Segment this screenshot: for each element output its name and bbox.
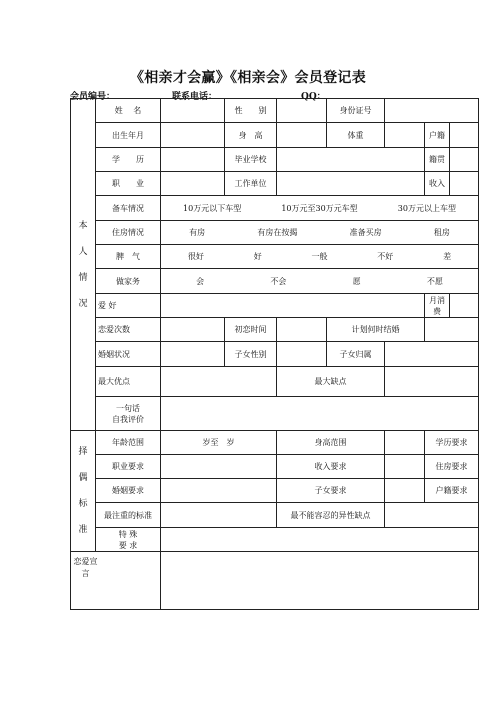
job-req-label: 职业要求 [96,455,161,479]
member-no-label: 会员编号： [70,92,116,102]
valued-cell[interactable] [161,503,277,528]
income-label: 收入 [425,172,450,196]
temper-option[interactable]: 好 [253,252,262,261]
height-range-label: 身高范围 [277,431,385,455]
chores-option[interactable]: 不会 [270,276,287,286]
housing-label: 住房情况 [96,221,161,245]
declaration-label: 恋爱宣言 [71,552,161,610]
chores-option[interactable]: 不愿 [426,276,443,286]
housing-option[interactable]: 有房 [189,228,206,237]
height-cell[interactable] [277,123,327,148]
education-req-label: 学历要求 [425,431,479,455]
chores-options[interactable] [161,269,479,294]
child-gender-label: 子女性别 [225,342,277,367]
temper-option[interactable]: 一般 [311,252,328,261]
love-count-cell[interactable] [161,318,225,342]
weakness-label: 最大缺点 [277,367,385,397]
temper-option[interactable]: 不好 [377,252,394,261]
height-range-cell[interactable] [385,431,425,455]
self-eval-label: 一句话 自我评价 [96,397,161,431]
weight-label: 体重 [327,123,385,148]
income-req-label: 收入要求 [277,455,385,479]
weight-cell[interactable] [385,123,425,148]
housing-option[interactable]: 准备买房 [349,228,382,237]
name-cell[interactable] [161,99,225,123]
id-cell[interactable] [385,99,479,123]
workplace-cell[interactable] [277,172,425,196]
special-req-cell[interactable] [161,528,479,552]
school-label: 毕业学校 [225,148,277,172]
monthly-spend-label: 月消费 [425,294,450,318]
residence-req-label: 户籍要求 [425,479,479,503]
children-req-label: 子女要求 [277,479,385,503]
car-label: 备车情况 [96,196,161,221]
car-option[interactable]: 30万元以上车型 [397,203,456,213]
workplace-label: 工作单位 [225,172,277,196]
birth-label: 出生年月 [96,123,161,148]
school-cell[interactable] [277,148,425,172]
child-gender-cell[interactable] [277,342,327,367]
intolerable-cell[interactable] [385,503,479,528]
marital-cell[interactable] [161,342,225,367]
strength-cell[interactable] [161,367,277,397]
strength-label: 最大优点 [96,367,161,397]
gender-label: 性 别 [225,99,277,123]
marital-req-cell[interactable] [161,479,277,503]
chores-option[interactable]: 会 [196,276,205,286]
temper-option[interactable]: 很好 [187,252,204,261]
first-love-label: 初恋时间 [225,318,277,342]
job-label: 职 业 [96,172,161,196]
hobby-cell[interactable] [161,294,425,318]
marital-label: 婚姻状况 [96,342,161,367]
declaration-cell[interactable] [161,552,479,610]
housing-options[interactable] [161,221,479,245]
chores-label: 做家务 [96,269,161,294]
car-option[interactable]: 10万元以下车型 [183,203,242,213]
temper-label: 脾 气 [96,245,161,269]
car-options[interactable] [161,196,479,221]
registration-table [70,98,479,610]
weakness-cell[interactable] [385,367,479,397]
gender-cell[interactable] [277,99,327,123]
temper-option[interactable]: 差 [443,252,452,261]
job-cell[interactable] [161,172,225,196]
native-cell[interactable] [450,148,479,172]
form-title: 《相亲才会赢》《相亲会》会员登记表 [129,70,367,86]
age-range-cell[interactable]: 岁至 岁 [161,431,277,455]
marry-plan-label: 计划何时结婚 [327,318,425,342]
education-cell[interactable] [161,148,225,172]
section-self: 本 人 情 况 [71,99,96,431]
marital-req-label: 婚姻要求 [96,479,161,503]
age-label: 年龄范围 [96,431,161,455]
self-eval-cell[interactable] [161,397,479,431]
income-req-cell[interactable] [385,455,425,479]
love-count-label: 恋爱次数 [96,318,161,342]
section-partner: 择 偶 标 准 [71,431,96,552]
housing-req-label: 住房要求 [425,455,479,479]
hukou-label: 户籍 [425,123,450,148]
job-req-cell[interactable] [161,455,277,479]
marry-plan-cell[interactable] [425,318,479,342]
phone-label: 联系电话： [172,92,218,102]
special-req-label: 特 殊 要 求 [96,528,161,552]
monthly-spend-cell[interactable] [450,294,479,318]
birth-cell[interactable] [161,123,225,148]
valued-label: 最注重的标准 [96,503,161,528]
name-label: 姓 名 [96,99,161,123]
housing-option[interactable]: 有房在按揭 [257,228,298,237]
qq-label: QQ： [301,92,326,102]
child-custody-label: 子女归属 [327,342,385,367]
chores-option[interactable]: 愿 [352,276,361,286]
hukou-cell[interactable] [450,123,479,148]
first-love-cell[interactable] [277,318,327,342]
id-label: 身份证号 [327,99,385,123]
intolerable-label: 最不能容忍的异性缺点 [277,503,385,528]
temper-options[interactable] [161,245,479,269]
education-label: 学 历 [96,148,161,172]
native-label: 籍贯 [425,148,450,172]
housing-option[interactable]: 租房 [433,228,450,237]
height-label: 身 高 [225,123,277,148]
car-option[interactable]: 10万元至30万元车型 [281,203,358,213]
hobby-label: 爱 好 [96,294,161,318]
income-cell[interactable] [450,172,479,196]
child-custody-cell[interactable] [385,342,479,367]
children-req-cell[interactable] [385,479,425,503]
